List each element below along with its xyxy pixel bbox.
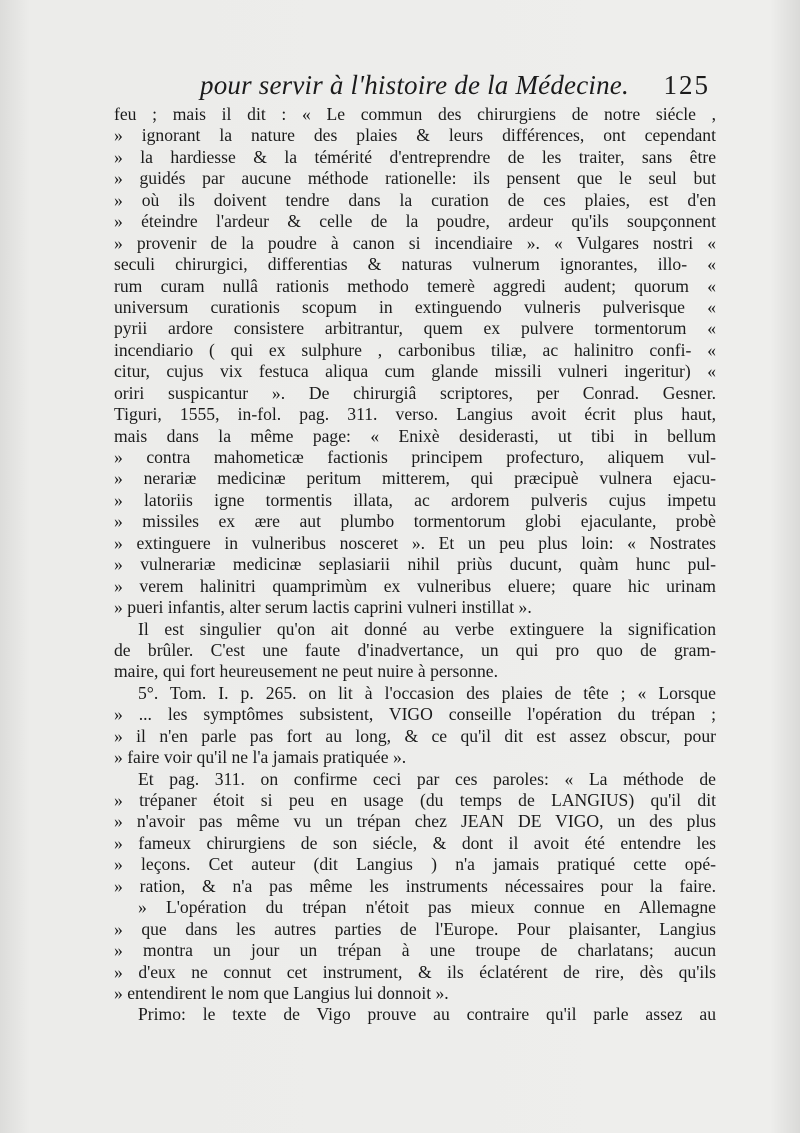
text-line: » provenir de la poudre à canon si incendiaire ». « Vulgares nostri « [114,232,716,253]
text-line: Tiguri, 1555, in-fol. pag. 311. verso. Langius avoit écrit plus haut, [114,404,716,425]
text-line: » faire voir qu'il ne l'a jamais pratiquée ». [114,747,407,768]
page-number: 125 [663,70,710,100]
text-line: incendiario ( qui ex sulphure , carbonibus tiliæ, ac halinitro confi- « [114,339,716,360]
text-line: » missiles ex ære aut plumbo tormentorum globi ejaculante, probè [114,511,716,532]
text-line: » fameux chirurgiens de son siécle, & dont il avoit été entendre les [114,832,716,853]
text-line: feu ; mais il dit : « Le commun des chirurgiens de notre siécle , [114,104,716,124]
text-line: Il est singulier qu'on ait donné au verbe extinguere la signification [138,618,716,639]
text-line: » entendirent le nom que Langius lui donnoit ». [114,982,449,1003]
text-line: » trépaner étoit si peu en usage (du temps de LANGIUS) qu'il dit [114,790,716,810]
text-line: » latoriis igne tormentis illata, ac ardorem pulveris cujus impetu [114,489,716,510]
text-line: mais dans la même page: « Enixè desiderasti, ut tibi in bellum [114,425,716,446]
text-line: pyrii ardore consistere arbitrantur, quem ex pulvere tormentorum « [114,318,716,339]
text-line: Primo: le texte de Vigo prouve au contraire qu'il parle assez au [138,1004,716,1025]
text-line: » ration, & n'a pas même les instruments nécessaires pour la faire. [114,875,716,896]
text-line: » il n'en parle pas fort au long, & ce qu'il dit est assez obscur, pour [114,725,716,746]
text-line: oriri suspicantur ». De chirurgiâ scriptores, per Conrad. Gesner. [114,382,716,403]
text-line: » que dans les autres parties de l'Europe. Pour plaisanter, Langius [114,918,716,939]
text-line: de brûler. C'est une faute d'inadvertance, un qui pro quo de gram- [114,639,716,660]
page-header [200,70,720,106]
text-line: » ignorant la nature des plaies & leurs différences, ont cependant [114,125,716,146]
text-line: » la hardiesse & la témérité d'entreprendre de les traiter, sans être [114,146,716,167]
text-line: » vulnerariæ medicinæ seplasiarii nihil priùs ducunt, quàm hunc pul- [114,554,716,575]
text-line: » ... les symptômes subsistent, VIGO conseille l'opération du trépan ; [114,704,716,725]
body-text [114,104,716,1026]
text-line: universum curationis scopum in extinguendo vulneris pulverisque « [114,296,716,317]
text-line: » d'eux ne connut cet instrument, & ils éclatérent de rire, dès qu'ils [114,961,716,982]
text-line: maire, qui fort heureusement ne peut nuire à personne. [114,661,498,682]
text-line: » contra mahometicæ factionis principem profecturo, aliquem vul- [114,447,716,467]
text-line: » montra un jour un trépan à une troupe de charlatans; aucun [114,940,716,961]
text-line: » éteindre l'ardeur & celle de la poudre, ardeur qu'ils soupçonnent [114,211,716,232]
text-line: » guidés par aucune méthode rationelle: ils pensent que le seul but [114,168,716,189]
text-line: » leçons. Cet auteur (dit Langius ) n'a jamais pratiqué cette opé- [114,854,716,875]
text-line: » n'avoir pas même vu un trépan chez JEAN DE VIGO, un des plus [114,811,716,832]
text-line: rum curam nullâ rationis methodo temerè aggredi audent; quorum « [114,275,716,296]
text-line: 5°. Tom. I. p. 265. on lit à l'occasion des plaies de tête ; « Lorsque [138,682,716,703]
text-line: » extinguere in vulneribus nosceret ». Et un peu plus loin: « Nostrates [114,532,716,553]
text-line: citur, cujus vix festuca aliqua cum glande missili vulneri ingeritur) « [114,361,716,382]
text-line: Et pag. 311. on confirme ceci par ces paroles: « La méthode de [138,768,716,789]
text-line: » où ils doivent tendre dans la curation de ces plaies, est d'en [114,189,716,210]
text-line: » verem halinitri quamprimùm ex vulneribus eluere; quare hic urinam [114,575,716,596]
text-line: seculi chirurgici, differentias & naturas vulnerum ignorantes, illo- « [114,254,716,275]
text-line: » L'opération du trépan n'étoit pas mieux connue en Allemagne [138,897,716,918]
running-head: pour servir à l'histoire de la Médecine. [200,70,629,100]
text-line: » pueri infantis, alter serum lactis caprini vulneri instillat ». [114,597,532,618]
text-line: » nerariæ medicinæ peritum mitterem, qui præcipuè vulnera ejacu- [114,468,716,489]
